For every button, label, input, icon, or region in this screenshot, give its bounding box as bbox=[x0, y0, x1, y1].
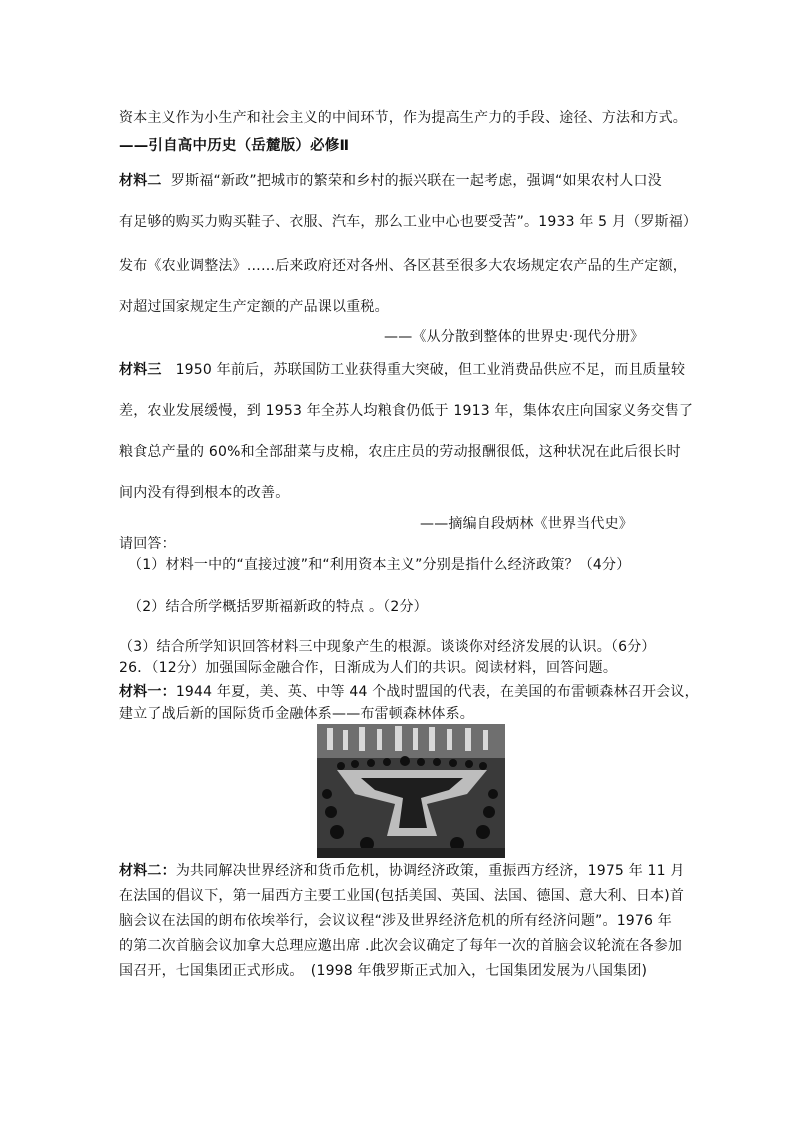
text-line: 资本主义作为小生产和社会主义的中间环节，作为提高生产力的手段、途径、方法和方式。 bbox=[119, 110, 687, 126]
text-span: 罗斯福“新政”把城市的繁荣和乡村的振兴联在一起考虑，强调“如果农村人口没 bbox=[170, 173, 662, 189]
text-line: 对超过国家规定生产定额的产品课以重税。 bbox=[119, 299, 389, 315]
material-label: 材料一： bbox=[119, 684, 176, 700]
text-line: 发布《农业调整法》……后来政府还对各州、各区甚至很多大农场规定农产品的生产定额， bbox=[119, 258, 687, 274]
text-span: 1950 年前后，苏联国防工业获得重大突破，但工业消费品供应不足，而且质量较 bbox=[175, 362, 686, 378]
source-citation: ——《从分散到整体的世界史·现代分册》 bbox=[384, 329, 645, 345]
prompt-label: 请回答： bbox=[119, 536, 176, 552]
conference-photo-icon bbox=[317, 724, 505, 858]
material-one-line bbox=[119, 683, 699, 701]
material-two-line bbox=[119, 172, 662, 190]
text-line: 间内没有得到根本的改善。 bbox=[119, 485, 290, 501]
text-span: 1944 年夏，美、英、中等 44 个战时盟国的代表，在美国的布雷顿森林召开会议， bbox=[175, 684, 699, 700]
question-3: （3）结合所学知识回答材料三中现象产生的根源。谈谈你对经济发展的认识。（6分） bbox=[119, 639, 656, 655]
text-span: 为共同解决世界经济和货币危机，协调经济政策，重振西方经济，1975 年 11 月 bbox=[175, 863, 685, 879]
material-two-line bbox=[119, 862, 685, 880]
text-line: 粮食总产量的 60%和全部甜菜与皮棉，农庄庄员的劳动报酬很低，这种状况在此后很长时 bbox=[119, 444, 681, 460]
question-1: （1）材料一中的“直接过渡”和“利用资本主义”分别是指什么经济政策？（4分） bbox=[128, 557, 631, 573]
question-26: 26．（12分）加强国际金融合作，日渐成为人们的共识。阅读材料，回答问题。 bbox=[119, 660, 618, 676]
conference-photo bbox=[317, 724, 505, 858]
material-label: 材料二： bbox=[119, 863, 176, 879]
text-line: 差，农业发展缓慢，到 1953 年全苏人均粮食仍低于 1913 年，集体农庄向国家义务交售了 bbox=[119, 403, 694, 419]
text-line: 建立了战后新的国际货币金融体系——布雷顿森林体系。 bbox=[119, 706, 474, 722]
text-line: 的第二次首脑会议加拿大总理应邀出席 .此次会议确定了每年一次的首脑会议轮流在各参加 bbox=[119, 938, 683, 954]
text-line: 在法国的倡议下，第一届西方主要工业国(包括美国、英国、法国、德国、意大利、日本)首 bbox=[119, 888, 685, 904]
source-citation: ——引自高中历史（岳麓版）必修Ⅱ bbox=[119, 138, 350, 154]
material-label: 材料三 bbox=[119, 362, 162, 378]
text-line: 脑会议在法国的朗布依埃举行，会议议程“涉及世界经济危机的所有经济问题”。1976 年 bbox=[119, 913, 672, 929]
text-line: 有足够的购买力购买鞋子、衣服、汽车，那么工业中心也要受苦”。1933 年 5 月（罗斯福） bbox=[119, 214, 698, 230]
material-label: 材料二 bbox=[119, 173, 162, 189]
material-three-line bbox=[119, 361, 685, 379]
source-citation: ——摘编自段炳林《世界当代史》 bbox=[420, 516, 633, 532]
question-2: （2）结合所学概括罗斯福新政的特点 。（2分） bbox=[128, 599, 428, 615]
text-line: 国召开，七国集团正式形成。 (1998 年俄罗斯正式加入，七国集团发展为八国集团) bbox=[119, 963, 648, 979]
